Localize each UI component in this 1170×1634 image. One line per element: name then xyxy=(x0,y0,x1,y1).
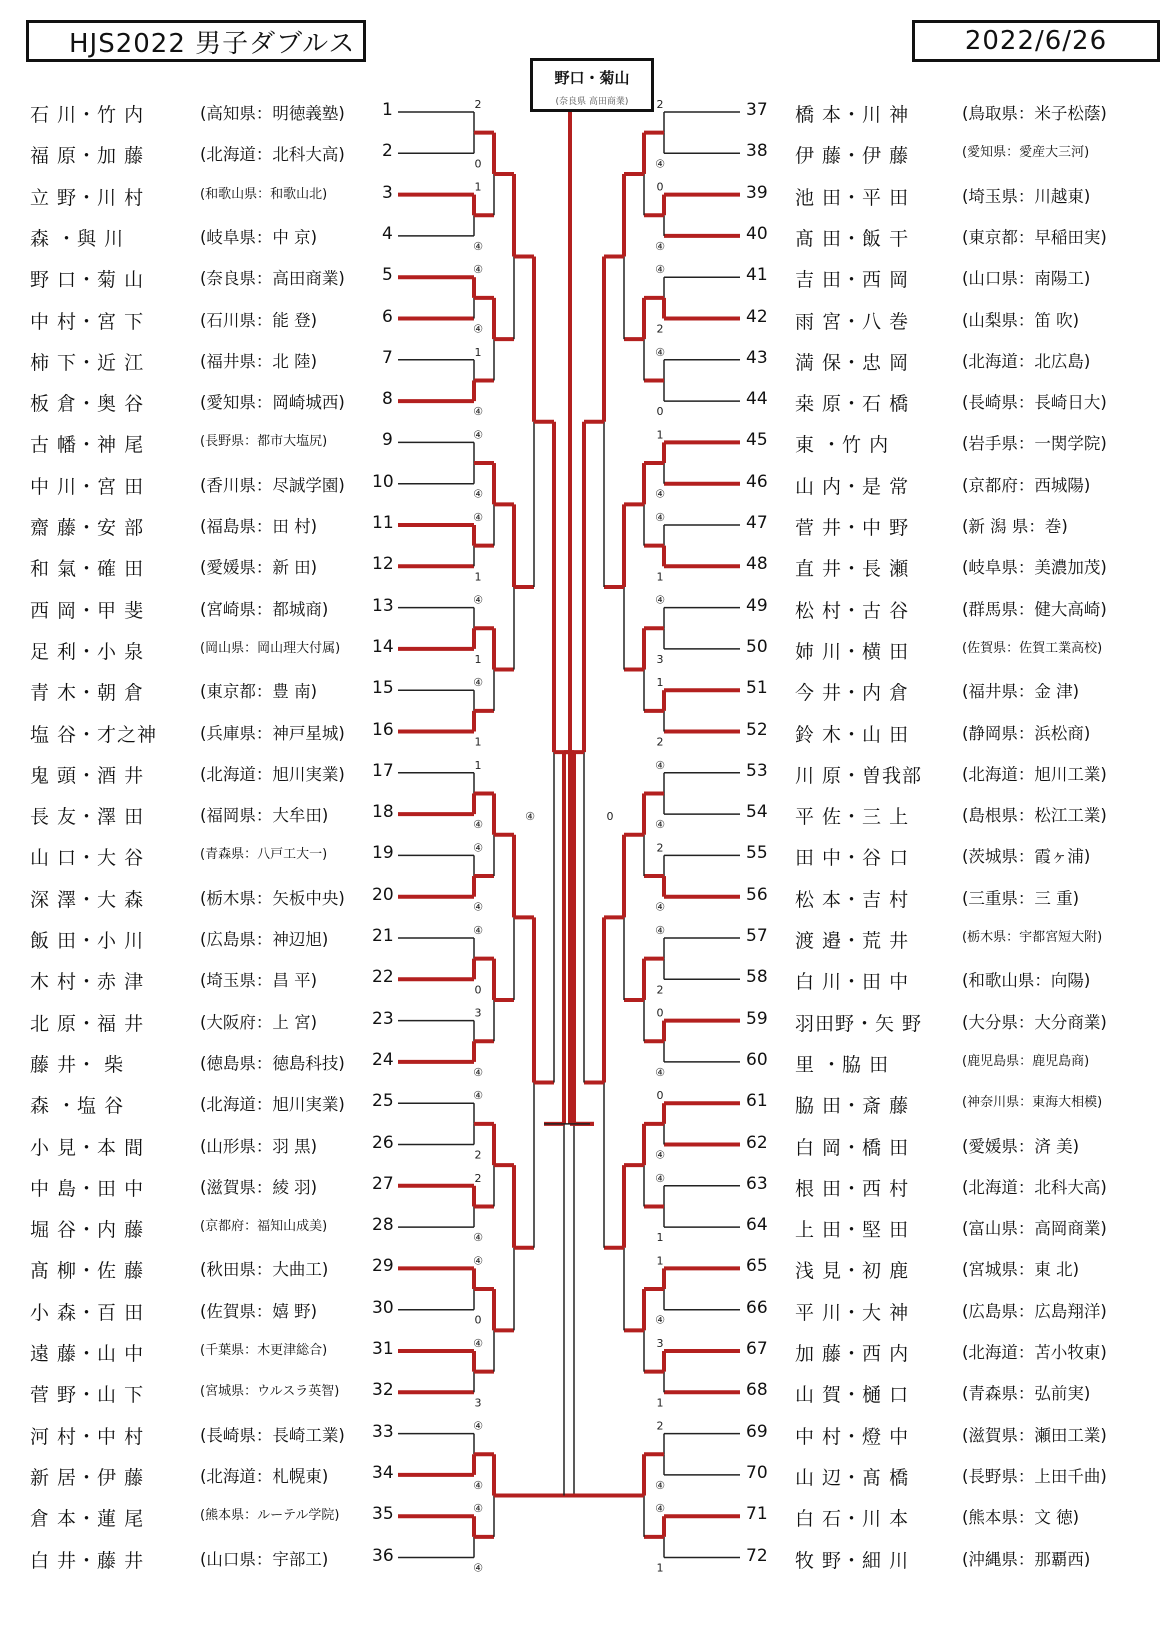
player-school: (和歌山県：向陽) xyxy=(962,971,1091,991)
player-names: 上 田・堅 田 xyxy=(795,1219,910,1242)
draw-number: 47 xyxy=(746,513,768,533)
player-names: 鈴 木・山 田 xyxy=(795,723,910,746)
player-names: 橋 本・川 神 xyxy=(795,104,910,126)
draw-number: 2 xyxy=(382,141,393,162)
player-names: 山 口・大 谷 xyxy=(30,847,145,870)
player-names: 松 本・吉 村 xyxy=(795,888,910,911)
match-score: 1 xyxy=(656,1561,664,1575)
draw-number: 64 xyxy=(746,1215,768,1236)
match-score: ④ xyxy=(655,1502,665,1516)
player-school: (滋賀県：瀬田工業) xyxy=(962,1425,1107,1445)
draw-number: 20 xyxy=(372,884,394,905)
player-names: 東 ・竹 内 xyxy=(795,434,890,457)
match-score: ④ xyxy=(655,1171,665,1185)
match-score: ④ xyxy=(655,818,665,832)
match-score: 2 xyxy=(656,983,664,997)
player-names: 姉 川・横 田 xyxy=(795,640,910,663)
match-score: 1 xyxy=(474,345,482,359)
player-names: 吉 田・西 岡 xyxy=(795,269,910,292)
match-score: 0 xyxy=(656,405,664,419)
match-score: ④ xyxy=(473,487,483,501)
player-school: (京都府：西城陽) xyxy=(962,475,1091,495)
tournament-date: 2022/6/26 xyxy=(912,20,1160,62)
draw-number: 70 xyxy=(746,1462,768,1483)
player-names: 石 川・竹 内 xyxy=(30,104,145,126)
match-score: 1 xyxy=(656,570,664,584)
draw-number: 40 xyxy=(746,223,768,244)
player-names: 池 田・平 田 xyxy=(795,186,910,209)
draw-number: 63 xyxy=(746,1173,768,1194)
match-score: 3 xyxy=(656,1337,664,1350)
player-names: 満 保・忠 岡 xyxy=(795,351,910,374)
draw-number: 23 xyxy=(372,1008,394,1029)
match-score: ④ xyxy=(473,1231,483,1245)
player-school: (長崎県：長崎工業) xyxy=(200,1425,345,1445)
match-score: ④ xyxy=(473,1561,483,1575)
match-score: 0 xyxy=(474,983,482,997)
match-score: 1 xyxy=(474,570,482,584)
draw-number: 43 xyxy=(746,347,768,368)
draw-number: 27 xyxy=(372,1173,394,1194)
match-score: 3 xyxy=(474,1396,482,1410)
player-school: (佐賀県：嬉 野) xyxy=(200,1301,318,1321)
player-school: (和歌山県：和歌山北) xyxy=(200,186,328,202)
player-names: 山 辺・髙 橋 xyxy=(795,1466,910,1489)
match-score: ④ xyxy=(473,1502,483,1516)
draw-number: 65 xyxy=(746,1256,768,1277)
match-score: 1 xyxy=(656,428,664,442)
draw-number: 14 xyxy=(372,636,394,657)
match-score: ④ xyxy=(473,676,483,690)
match-score: ④ xyxy=(655,1478,665,1492)
match-score: 1 xyxy=(474,652,482,666)
match-score: ④ xyxy=(473,1065,483,1079)
draw-number: 41 xyxy=(746,265,768,286)
match-score: 1 xyxy=(656,676,664,690)
match-score: 0 xyxy=(656,180,664,194)
player-names: 浅 見・初 鹿 xyxy=(795,1260,910,1283)
draw-number: 68 xyxy=(746,1380,768,1401)
player-names: 髙 柳・佐 藤 xyxy=(30,1260,145,1283)
player-school: (岡山県：岡山理大付属) xyxy=(200,640,341,656)
draw-number: 10 xyxy=(372,471,394,492)
player-school: (熊本県：文 徳) xyxy=(962,1508,1080,1528)
player-school: (奈良県：高田商業) xyxy=(200,269,345,289)
player-names: 足 利・小 泉 xyxy=(30,640,145,663)
match-score: ④ xyxy=(655,758,665,772)
player-school: (山形県：羽 黒) xyxy=(200,1136,318,1156)
draw-number: 9 xyxy=(382,430,393,451)
draw-number: 48 xyxy=(746,554,768,575)
player-names: 小 見・本 間 xyxy=(30,1136,145,1159)
draw-number: 22 xyxy=(372,967,394,988)
player-school: (佐賀県：佐賀工業高校) xyxy=(962,640,1103,656)
match-score: ④ xyxy=(473,322,483,336)
player-names: 髙 田・飯 干 xyxy=(795,227,910,250)
champion-names: 野口・菊山 xyxy=(554,69,630,87)
draw-number: 13 xyxy=(372,595,394,616)
player-names: 中 村・燈 中 xyxy=(795,1425,910,1448)
draw-number: 55 xyxy=(746,843,768,864)
player-school: (兵庫県：神戸星城) xyxy=(200,723,345,743)
player-school: (埼玉県：川越東) xyxy=(962,186,1091,206)
match-score: ④ xyxy=(473,841,483,855)
draw-number: 17 xyxy=(372,760,394,781)
player-school: (山口県：南陽工) xyxy=(962,269,1091,289)
match-score: 1 xyxy=(656,1254,664,1268)
match-score: 2 xyxy=(656,1419,664,1433)
player-names: 福 原・加 藤 xyxy=(30,145,145,168)
draw-number: 34 xyxy=(372,1462,394,1483)
match-score: ④ xyxy=(655,157,665,171)
player-names: 森 ・與 川 xyxy=(30,227,125,250)
player-names: 渡 邉・荒 井 xyxy=(795,930,910,952)
player-names: 田 中・谷 口 xyxy=(795,847,910,870)
player-names: 長 友・澤 田 xyxy=(30,806,145,829)
tournament-title: HJS2022 男子ダブルス xyxy=(26,20,366,62)
match-score: 1 xyxy=(656,1396,664,1410)
player-school: (山梨県：笛 吹) xyxy=(962,310,1080,330)
match-score: ④ xyxy=(655,900,665,914)
player-school: (徳島県：徳島科技) xyxy=(200,1053,345,1073)
match-score: ④ xyxy=(473,1089,483,1103)
player-school: (熊本県：ルーテル学院) xyxy=(200,1508,340,1524)
draw-number: 26 xyxy=(372,1132,394,1153)
match-score: ④ xyxy=(473,1419,483,1433)
player-names: 山 内・是 常 xyxy=(795,475,910,498)
match-score: ④ xyxy=(473,1254,483,1268)
player-names: 遠 藤・山 中 xyxy=(30,1343,145,1365)
match-score: 2 xyxy=(656,735,664,749)
player-names: 飯 田・小 川 xyxy=(30,930,145,952)
match-score: 1 xyxy=(474,735,482,749)
player-names: 白 川・田 中 xyxy=(795,971,910,994)
player-school: (広島県：神辺旭) xyxy=(200,930,329,949)
player-school: (高知県：明徳義塾) xyxy=(200,104,345,123)
draw-number: 38 xyxy=(746,141,768,162)
match-score: 2 xyxy=(474,1171,482,1185)
match-score: 3 xyxy=(474,1006,482,1020)
draw-number: 21 xyxy=(372,926,394,946)
player-names: 直 井・長 瀬 xyxy=(795,558,910,581)
player-school: (青森県：弘前実) xyxy=(962,1384,1091,1404)
player-names: 柿 下・近 江 xyxy=(30,351,145,374)
player-names: 加 藤・西 内 xyxy=(795,1343,910,1365)
player-names: 立 野・川 村 xyxy=(30,186,145,209)
player-names: 森 ・塩 谷 xyxy=(30,1095,125,1118)
player-names: 根 田・西 村 xyxy=(795,1177,910,1200)
player-school: (北海道：北科大高) xyxy=(200,145,345,165)
match-score: ④ xyxy=(655,1313,665,1327)
player-school: (静岡県：浜松商) xyxy=(962,723,1091,743)
player-school: (愛媛県：新 田) xyxy=(200,558,318,578)
match-score: 0 xyxy=(474,157,482,171)
player-school: (長崎県：長崎日大) xyxy=(962,393,1107,413)
player-names: 菅 野・山 下 xyxy=(30,1384,145,1407)
player-school: (岩手県：一関学院) xyxy=(962,434,1107,454)
player-school: (北海道：旭川実業) xyxy=(200,764,345,784)
player-names: 平 川・大 神 xyxy=(795,1301,910,1324)
draw-number: 12 xyxy=(372,554,394,575)
draw-number: 50 xyxy=(746,636,768,657)
player-school: (宮崎県：都城商) xyxy=(200,599,329,619)
match-score: 2 xyxy=(656,322,664,336)
match-score: ④ xyxy=(473,405,483,419)
player-school: (三重県：三 重) xyxy=(962,888,1080,908)
player-school: (大阪府：上 宮) xyxy=(200,1012,318,1032)
player-school: (北海道：札幌東) xyxy=(200,1466,329,1486)
player-names: 深 澤・大 森 xyxy=(30,888,145,911)
draw-number: 37 xyxy=(746,100,768,120)
match-score: 0 xyxy=(656,1006,664,1020)
player-school: (長野県：上田千曲) xyxy=(962,1466,1107,1486)
player-names: 菅 井・中 野 xyxy=(795,517,910,539)
match-score: 1 xyxy=(656,1231,664,1245)
draw-number: 30 xyxy=(372,1297,394,1318)
match-score: ④ xyxy=(655,593,665,607)
player-names: 牧 野・細 川 xyxy=(795,1549,910,1572)
match-score: ④ xyxy=(473,593,483,607)
draw-number: 46 xyxy=(746,471,768,492)
match-score: 2 xyxy=(474,1148,482,1162)
match-score: 0 xyxy=(606,810,614,823)
player-names: 野 口・菊 山 xyxy=(30,269,145,292)
player-school: (福井県：北 陸) xyxy=(200,351,318,371)
player-school: (東京都：豊 南) xyxy=(200,682,318,702)
player-school: (新 潟 県：巻) xyxy=(962,517,1068,536)
draw-number: 29 xyxy=(372,1256,394,1277)
draw-number: 25 xyxy=(372,1091,394,1112)
player-names: 小 森・百 田 xyxy=(30,1301,145,1324)
player-school: (埼玉県：昌 平) xyxy=(200,971,318,991)
draw-number: 60 xyxy=(746,1049,768,1070)
player-names: 青 木・朝 倉 xyxy=(30,682,145,705)
player-names: 羽田野・矢 野 xyxy=(795,1012,923,1035)
draw-number: 19 xyxy=(372,843,394,864)
match-score: 1 xyxy=(474,758,482,772)
match-score: 0 xyxy=(474,1313,482,1327)
player-names: 木 村・赤 津 xyxy=(30,971,145,994)
player-names: 山 賀・樋 口 xyxy=(795,1384,910,1407)
player-names: 川 原・曽我部 xyxy=(795,764,923,787)
player-school: (愛媛県：済 美) xyxy=(962,1136,1080,1156)
player-names: 中 島・田 中 xyxy=(30,1177,145,1200)
player-school: (秋田県：大曲工) xyxy=(200,1260,329,1280)
match-score: ④ xyxy=(473,1337,483,1350)
draw-number: 24 xyxy=(372,1049,394,1070)
match-score: 0 xyxy=(656,1089,664,1103)
player-school: (石川県：能 登) xyxy=(200,310,318,330)
match-score: ④ xyxy=(473,428,483,442)
player-school: (長野県：都市大塩尻) xyxy=(200,434,328,450)
player-school: (鳥取県：米子松蔭) xyxy=(962,104,1107,123)
player-school: (北海道：苫小牧東) xyxy=(962,1343,1107,1362)
player-names: 倉 本・蓮 尾 xyxy=(30,1508,145,1531)
player-school: (神奈川県：東海大相模) xyxy=(962,1095,1103,1111)
draw-number: 67 xyxy=(746,1339,768,1359)
draw-number: 72 xyxy=(746,1545,768,1566)
draw-number: 52 xyxy=(746,719,768,740)
draw-number: 62 xyxy=(746,1132,768,1153)
player-names: 里 ・脇 田 xyxy=(795,1053,890,1076)
player-school: (北海道：北科大高) xyxy=(962,1177,1107,1197)
draw-number: 16 xyxy=(372,719,394,740)
player-school: (東京都：早稲田実) xyxy=(962,227,1107,247)
player-school: (青森県：八戸工大一) xyxy=(200,847,328,863)
player-school: (香川県：尽誠学園) xyxy=(200,475,345,495)
player-school: (宮城県：東 北) xyxy=(962,1260,1080,1280)
draw-number: 4 xyxy=(382,223,393,244)
player-school: (滋賀県：綾 羽) xyxy=(200,1177,318,1197)
player-names: 齋 藤・安 部 xyxy=(30,517,145,539)
player-school: (山口県：宇部工) xyxy=(200,1549,329,1569)
player-school: (宮城県：ウルスラ英智) xyxy=(200,1384,340,1400)
match-score: 2 xyxy=(656,98,664,111)
player-names: 板 倉・奥 谷 xyxy=(30,393,145,416)
draw-number: 18 xyxy=(372,802,394,823)
player-names: 北 原・福 井 xyxy=(30,1012,145,1035)
player-names: 今 井・内 倉 xyxy=(795,682,910,705)
player-school: (茨城県：霞ヶ浦) xyxy=(962,847,1091,867)
draw-number: 36 xyxy=(372,1545,394,1566)
player-names: 和 氣・確 田 xyxy=(30,558,145,581)
player-school: (島根県：松江工業) xyxy=(962,806,1107,826)
player-names: 堀 谷・内 藤 xyxy=(30,1219,145,1242)
draw-number: 49 xyxy=(746,595,768,616)
player-school: (群馬県：健大高崎) xyxy=(962,599,1107,619)
draw-number: 71 xyxy=(746,1504,768,1525)
player-school: (福井県：金 津) xyxy=(962,682,1080,702)
player-names: 新 居・伊 藤 xyxy=(30,1466,145,1489)
player-school: (福島県：田 村) xyxy=(200,517,318,536)
match-score: ④ xyxy=(655,1065,665,1079)
player-school: (千葉県：木更津総合) xyxy=(200,1343,328,1358)
player-school: (京都府：福知山成美) xyxy=(200,1219,328,1235)
player-school: (広島県：広島翔洋) xyxy=(962,1301,1107,1321)
draw-number: 1 xyxy=(382,100,393,120)
match-score: ④ xyxy=(473,818,483,832)
player-names: 中 川・宮 田 xyxy=(30,475,145,498)
draw-number: 28 xyxy=(372,1215,394,1236)
player-school: (栃木県：矢板中央) xyxy=(200,888,345,908)
player-names: 西 岡・甲 斐 xyxy=(30,599,145,622)
draw-number: 57 xyxy=(746,926,768,946)
draw-number: 54 xyxy=(746,802,768,823)
draw-number: 61 xyxy=(746,1091,768,1112)
match-score: ④ xyxy=(655,487,665,501)
draw-number: 69 xyxy=(746,1421,768,1442)
match-score: 3 xyxy=(656,652,664,666)
match-score: ④ xyxy=(655,1148,665,1162)
draw-number: 7 xyxy=(382,347,393,368)
match-score: ④ xyxy=(473,924,483,937)
player-names: 古 幡・神 尾 xyxy=(30,434,145,457)
match-score: ④ xyxy=(473,900,483,914)
draw-number: 32 xyxy=(372,1380,394,1401)
match-score: ④ xyxy=(473,239,483,253)
player-names: 脇 田・斎 藤 xyxy=(795,1095,910,1118)
player-names: 白 井・藤 井 xyxy=(30,1549,145,1572)
match-score: ④ xyxy=(655,239,665,253)
draw-number: 66 xyxy=(746,1297,768,1318)
match-score: ④ xyxy=(473,511,483,524)
player-school: (北海道：旭川実業) xyxy=(200,1095,345,1115)
match-score: ④ xyxy=(473,263,483,277)
player-names: 鬼 頭・酒 井 xyxy=(30,764,145,787)
player-school: (愛知県：岡崎城西) xyxy=(200,393,345,413)
match-score: ④ xyxy=(655,263,665,277)
player-school: (岐阜県：美濃加茂) xyxy=(962,558,1107,578)
player-names: 白 石・川 本 xyxy=(795,1508,910,1531)
player-school: (岐阜県：中 京) xyxy=(200,227,318,247)
draw-number: 56 xyxy=(746,884,768,905)
player-names: 伊 藤・伊 藤 xyxy=(795,145,910,168)
player-names: 雨 宮・八 巻 xyxy=(795,310,910,333)
match-score: ④ xyxy=(655,924,665,937)
draw-number: 45 xyxy=(746,430,768,451)
draw-number: 6 xyxy=(382,306,393,327)
draw-number: 59 xyxy=(746,1008,768,1029)
match-score: ④ xyxy=(525,810,535,823)
player-school: (大分県：大分商業) xyxy=(962,1012,1107,1032)
draw-number: 31 xyxy=(372,1339,394,1359)
draw-number: 15 xyxy=(372,678,394,699)
draw-number: 58 xyxy=(746,967,768,988)
draw-number: 53 xyxy=(746,760,768,781)
draw-number: 44 xyxy=(746,389,768,410)
player-names: 桒 原・石 橋 xyxy=(795,393,910,416)
player-names: 松 村・古 谷 xyxy=(795,599,910,622)
match-score: ④ xyxy=(473,1478,483,1492)
player-school: (愛知県：愛産大三河) xyxy=(962,145,1090,161)
match-score: 2 xyxy=(656,841,664,855)
draw-number: 51 xyxy=(746,678,768,699)
player-school: (福岡県：大牟田) xyxy=(200,806,329,826)
player-school: (沖縄県：那覇西) xyxy=(962,1549,1091,1569)
player-names: 藤 井・ 柴 xyxy=(30,1053,125,1076)
draw-number: 3 xyxy=(382,182,393,203)
player-school: (富山県：高岡商業) xyxy=(962,1219,1107,1239)
draw-number: 39 xyxy=(746,182,768,203)
player-names: 塩 谷・才之神 xyxy=(30,723,158,746)
player-school: (北海道：北広島) xyxy=(962,351,1091,371)
player-names: 平 佐・三 上 xyxy=(795,806,910,829)
match-score: ④ xyxy=(655,511,665,524)
player-school: (北海道：旭川工業) xyxy=(962,764,1107,784)
player-school: (栃木県：宇都宮短大附) xyxy=(962,930,1103,945)
player-names: 中 村・宮 下 xyxy=(30,310,145,333)
draw-number: 35 xyxy=(372,1504,394,1525)
champion-school: (奈良県 高田商業) xyxy=(555,97,629,107)
draw-number: 33 xyxy=(372,1421,394,1442)
draw-number: 42 xyxy=(746,306,768,327)
player-school: (鹿児島県：鹿児島商) xyxy=(962,1053,1090,1069)
match-score: 2 xyxy=(474,98,482,111)
match-score: ④ xyxy=(655,345,665,359)
draw-number: 5 xyxy=(382,265,393,286)
draw-number: 11 xyxy=(372,513,394,533)
draw-number: 8 xyxy=(382,389,393,410)
match-score: 1 xyxy=(474,180,482,194)
player-names: 河 村・中 村 xyxy=(30,1425,145,1448)
player-names: 白 岡・橋 田 xyxy=(795,1136,910,1159)
